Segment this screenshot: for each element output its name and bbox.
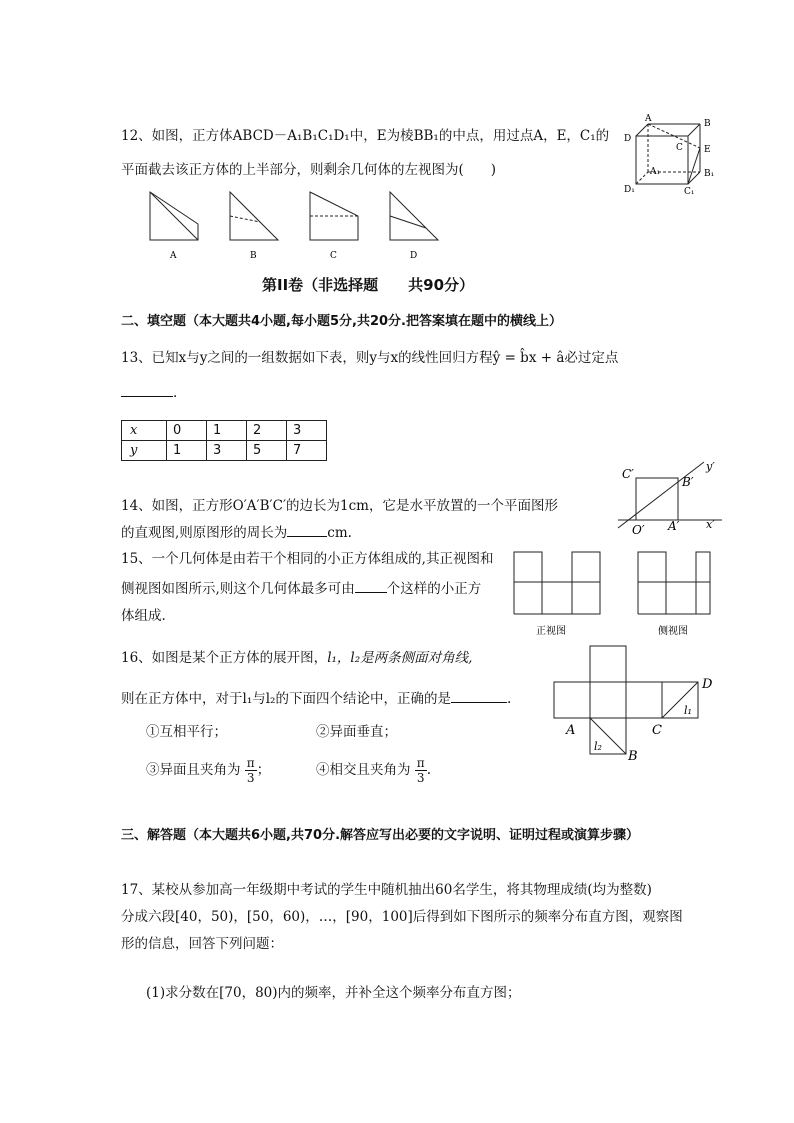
q12-line-1: 12、如图，正方体ABCD－A₁B₁C₁D₁中，E为棱BB₁的中点，用过点A，E，C₁的 — [121, 128, 610, 144]
cube-label-B: B — [704, 119, 711, 129]
cube-label-A: A — [645, 114, 652, 124]
option-d-figure — [390, 192, 438, 261]
option-b-figure — [230, 192, 278, 261]
cube-label-C1: C₁ — [684, 187, 695, 197]
pi-over-3-fraction: $\frac{\pi}{3}$ — [246, 756, 255, 785]
table-cell: 3 — [207, 441, 247, 461]
net-label-D: D — [702, 677, 713, 692]
net-label-l1: l₁ — [684, 704, 692, 717]
q16-option-4-text: ④相交且夹角为 — [316, 762, 411, 778]
q16-option-4-end: . — [426, 762, 431, 778]
q14-figure — [612, 456, 732, 538]
net-label-C: C — [652, 723, 662, 738]
q16-answer-blank[interactable] — [451, 688, 507, 703]
q17-part-1: (1)求分数在[70，80)内的频率，并补全这个频率分布直方图； — [146, 985, 521, 1001]
q13-end: . — [173, 385, 178, 401]
option-a-label: A — [170, 251, 177, 261]
q16-option-3-text: ③异面且夹角为 — [146, 762, 241, 778]
option-a-figure — [150, 192, 198, 261]
table-cell: 7 — [287, 441, 327, 461]
pi-over-3-fraction: $\frac{\pi}{3}$ — [416, 756, 425, 785]
front-view — [514, 552, 600, 614]
q14-unit: cm. — [327, 525, 352, 541]
net-label-B: B — [628, 749, 638, 764]
front-view-label: 正视图 — [536, 626, 566, 637]
q14-label-A: A′ — [668, 519, 680, 533]
option-c-label: C — [330, 251, 337, 261]
cube-label-B1: B₁ — [704, 169, 715, 179]
q16-option-2: ②异面垂直； — [316, 724, 397, 740]
side-view — [638, 552, 710, 614]
table-row — [122, 421, 327, 441]
cube-label-D: D — [624, 134, 632, 144]
table-cell: 3 — [287, 421, 327, 441]
q13-answer-line — [121, 382, 177, 403]
cube-figure — [612, 112, 722, 200]
q12-options — [140, 188, 440, 264]
table-cell: 1 — [167, 441, 207, 461]
q14-label-y: y′ — [706, 460, 715, 473]
q15-views — [512, 550, 712, 640]
cube-label-D1: D₁ — [624, 185, 635, 195]
q14-label-x: x′ — [706, 518, 715, 531]
q16-line-2-end: . — [506, 691, 512, 707]
option-b-label: B — [250, 251, 257, 261]
q16-line-1-text: 16、如图是某个正方体的展开图， — [121, 650, 328, 666]
table-cell: 5 — [247, 441, 287, 461]
q14-answer-blank[interactable] — [287, 522, 327, 537]
net-label-A: A — [566, 723, 576, 738]
q15-line-1: 15、一个几何体是由若干个相同的小正方体组成的,其正视图和 — [121, 551, 494, 567]
q17-line-1: 17、某校从参加高一年级期中考试的学生中随机抽出60名学生，将其物理成绩(均为整数) — [121, 882, 652, 898]
q16-option-1: ①互相平行； — [146, 724, 227, 740]
q16-option-3 — [146, 756, 270, 785]
q15-line-2-text: 侧视图如图所示,则这个几何体最多可由 — [121, 581, 355, 597]
section-3-title: 三、解答题（本大题共6小题,共70分.解答应写出必要的文字说明、证明过程或演算步骤） — [121, 828, 640, 843]
q13-text: 13、已知x与y之间的一组数据如下表，则y与x的线性回归方程ŷ = b̂x + â必过定点 — [121, 350, 619, 366]
q17-line-2: 分成六段[40，50)，[50，60)，…，[90，100]后得到如下图所示的频率分布直方图，观察图 — [121, 909, 683, 925]
q16-cube-net — [548, 640, 728, 770]
q15-line-2-end: 个这样的小正方 — [386, 581, 482, 597]
q16-line-2 — [121, 688, 511, 709]
q13-data-table — [121, 420, 327, 461]
cube-label-E: E — [704, 145, 711, 155]
section-2-heading: 第II卷（非选择题 共90分） — [262, 276, 475, 294]
table-row-label: x — [122, 421, 167, 441]
q16-line-1-diagonals: l₁，l₂是两条侧面对角线, — [327, 650, 473, 666]
table-cell: 1 — [207, 421, 247, 441]
option-c-figure — [310, 192, 358, 261]
q15-line-3: 体组成. — [121, 608, 166, 624]
side-view-label: 侧视图 — [658, 626, 688, 637]
table-cell: 2 — [247, 421, 287, 441]
q14-label-O: O′ — [632, 523, 645, 537]
q15-line-2 — [121, 578, 481, 599]
q16-option-3-end: ； — [256, 762, 271, 778]
table-cell: 0 — [167, 421, 207, 441]
q14-label-C: C′ — [622, 467, 634, 481]
q14-label-B: B′ — [682, 475, 694, 489]
q16-line-1 — [121, 648, 472, 668]
net-label-l2: l₂ — [594, 740, 602, 753]
q14-line-1: 14、如图，正方形O′A′B′C′的边长为1cm，它是水平放置的一个平面图形 — [121, 498, 558, 514]
section-2-title: 二、填空题（本大题共4小题,每小题5分,共20分.把答案填在题中的横线上） — [121, 314, 562, 329]
q13-answer-blank[interactable] — [121, 382, 173, 397]
q16-option-4 — [316, 756, 431, 785]
q14-line-2-text: 的直观图,则原图形的周长为 — [121, 525, 288, 541]
table-row — [122, 441, 327, 461]
option-d-label: D — [410, 251, 418, 261]
cube-label-C: C — [676, 143, 683, 153]
table-row-label: y — [122, 441, 167, 461]
q17-line-3: 形的信息，回答下列问题： — [121, 936, 283, 952]
q14-line-2 — [121, 522, 352, 543]
q15-answer-blank[interactable] — [355, 578, 387, 593]
q12-line-2: 平面截去该正方体的上半部分，则剩余几何体的左视图为( ) — [121, 162, 497, 178]
q16-line-2-text: 则在正方体中，对于l₁与l₂的下面四个结论中，正确的是 — [121, 691, 451, 707]
cube-label-A1: A₁ — [650, 167, 661, 177]
